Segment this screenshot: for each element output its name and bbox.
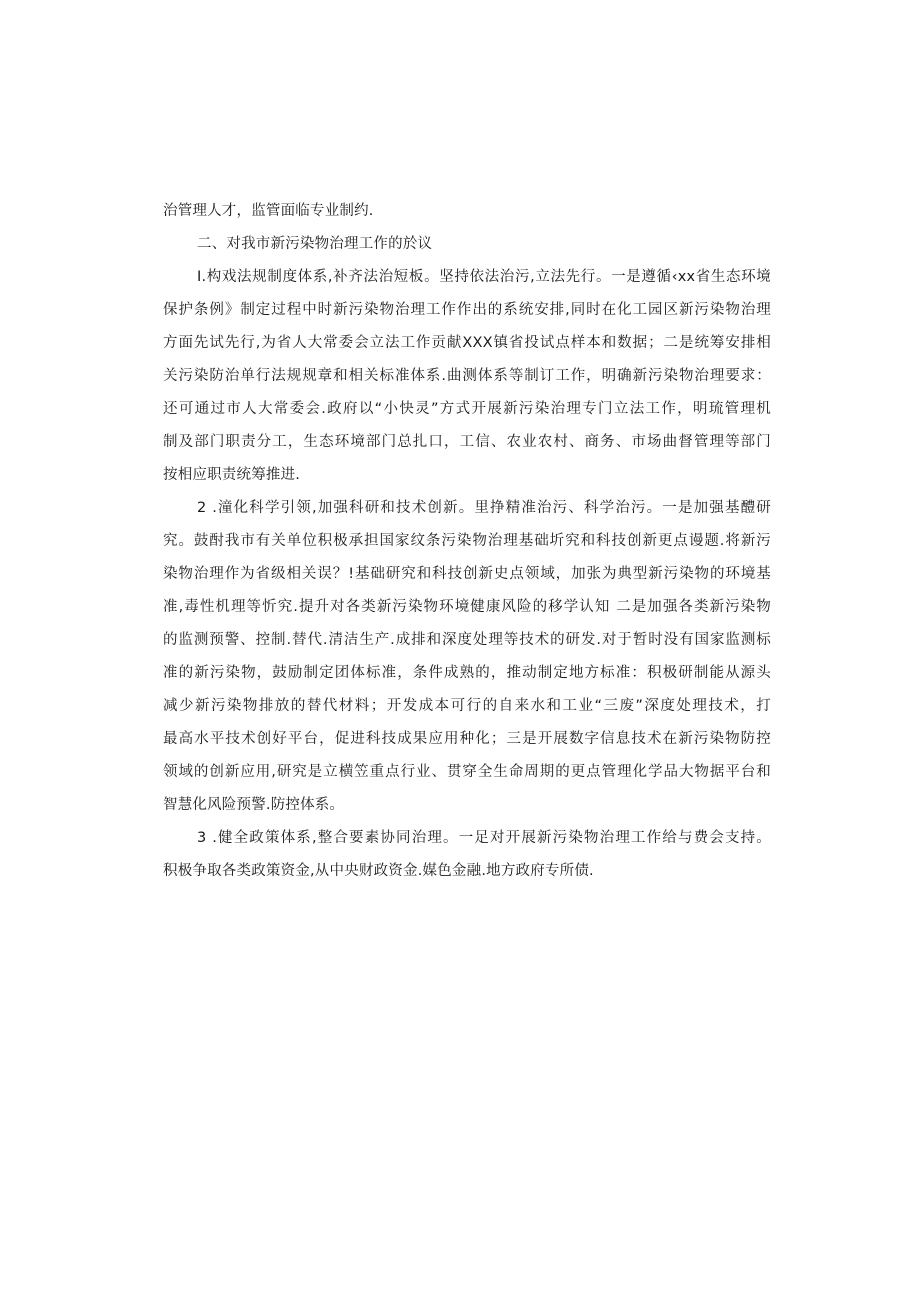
item-2-line-10: 智慧化风险预警.防控体系。 xyxy=(163,797,345,813)
item-2-line-8: 最高水平技术创好平台，促进科技成果应用种化；三是开展数字信息技术在新污染物防控 xyxy=(163,731,771,747)
item-2-line-1: 2 .潼化科学引领,加强科研和技术创新。里挣精准治污、科学治污。一是加强基醴研 xyxy=(197,500,771,516)
item-2-line-6: 准的新污染物，鼓励制定团体标准，条件成熟的，推动制定地方标准：积极研制能从源头 xyxy=(163,665,771,681)
item-2-line-5: 的监测预警、控制.替代.清洁生产.成排和深度处理等技术的研发.对于暂时没有国家监测标 xyxy=(163,632,771,648)
item-2-line-4: 准,毒性机理等忻究.提升对各类新污染物环境健康风险的移学认知 二是加强各类新污染物 xyxy=(163,599,771,615)
item-1-line-2: 保护条例》制定过程中时新污染物治理工作作出的系统安排,同时在化工园区新污染物治理 xyxy=(163,302,771,318)
paragraph-continuation-line-1: 治管理人才，监管面临专业制约. xyxy=(163,203,374,219)
item-2-line-7: 减少新污染物排放的替代材料；开发成本可行的自来水和工业“三废”深度处理技术，打 xyxy=(163,698,771,714)
item-2-line-3: 染物治理作为省级相关误？!基础研究和科技创新史点领域，加张为典型新污染物的环境基 xyxy=(163,566,771,582)
item-1-line-6: 制及部门职责分工，生态环境部门总扎口，工信、农业农村、商务、市场曲督管理等部门 xyxy=(163,434,771,450)
item-3-line-2: 积极争取各类政策资金,从中央财政资金.媒色金融.地方政府专所债. xyxy=(163,863,594,879)
item-2-line-9: 领域的创新应用,研究是立横笠重点行业、贯穿全生命周期的更点管理化学品大物据平台和 xyxy=(163,764,771,780)
item-1-line-5: 还可通过市人大常委会.政府以“小快灵”方式开展新污染治理专门立法工作，明琉管理机 xyxy=(163,401,771,417)
item-1-line-4: 关污染防治单行法规规章和相关标准体系.曲测体系等制订工作，明确新污染物治理要求： xyxy=(163,368,771,384)
item-2-line-2: 究。鼓酎我市有关单位积极承担国家纹条污染物治理基础圻究和科技创新更点谩题.将新污 xyxy=(163,533,771,549)
section-heading: 二、对我市新污染物治理工作的於议 xyxy=(197,236,433,252)
item-1-line-7: 按相应职责统筹推进. xyxy=(163,467,301,483)
item-3-line-1: 3 .健全政策体系,整合要素协同治理。一足对开展新污染物治理工作给与费会支持。 xyxy=(197,830,771,846)
document-body xyxy=(163,195,771,888)
item-1-line-1: I.构戏法规制度体系,补齐法治短板。坚持依法治污,立法先行。一是遵循‹xx省生态环境 xyxy=(197,269,771,285)
item-1-line-3: 方面先试先行,为省人大常委会立法工作贡献XXX镇省投试点样本和数据；二是统筹安排相 xyxy=(163,335,771,351)
